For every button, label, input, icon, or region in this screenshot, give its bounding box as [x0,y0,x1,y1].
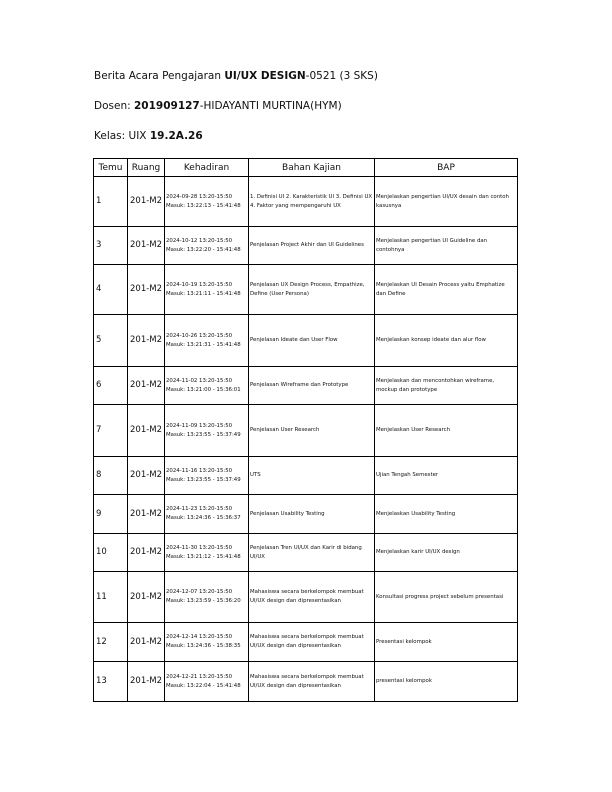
row-bap-cell: Menjelaskan pengertian UI/UX desain dan contoh kasusnya [375,177,518,227]
row-bahan-kajian-cell: Mahasiswa secara berkelompok membuat UI/UX design dan dipresentasikan [249,572,375,623]
row-kehadiran-cell: 2024-11-16 13:20-15:50 Masuk: 13:23:55 - 15:37:49 [165,457,249,495]
row-kehadiran-cell: 2024-10-12 13:20-15:50 Masuk: 13:22:20 - 15:41:48 [165,227,249,265]
table-row [94,405,518,457]
row-temu-cell: 13 [94,662,128,702]
row-kehadiran-cell: 2024-12-07 13:20-15:50 Masuk: 13:23:59 - 15:36:20 [165,572,249,623]
row-bap-cell: Menjelaskan Usability Testing [375,495,518,534]
row-kehadiran-cell: 2024-09-28 13:20-15:50 Masuk: 13:22:13 - 15:41:48 [165,177,249,227]
row-ruang-cell: 201-M2 [128,457,165,495]
row-bahan-kajian-cell: Penjelasan Ideate dan User Flow [249,315,375,367]
row-kehadiran-cell: 2024-12-21 13:20-15:50 Masuk: 13:22:04 - 15:41:48 [165,662,249,702]
row-bap-cell: Ujian Tengah Semester [375,457,518,495]
table-row [94,265,518,315]
row-ruang-cell: 201-M2 [128,572,165,623]
row-bap-cell: presentasi kelompok [375,662,518,702]
table-row [94,227,518,265]
col-header-ruang: Ruang [128,159,165,177]
row-temu-cell: 10 [94,534,128,572]
row-bap-cell: Presentasi kelompok [375,623,518,662]
lecturer-label: Dosen: [94,100,134,112]
row-ruang-cell: 201-M2 [128,227,165,265]
row-bahan-kajian-cell: Penjelasan Wireframe dan Prototype [249,367,375,405]
row-ruang-cell: 201-M2 [128,405,165,457]
row-bahan-kajian-cell: Penjelasan Tren UI/UX dan Karir di bidang UI/UX [249,534,375,572]
row-temu-cell: 6 [94,367,128,405]
row-bahan-kajian-cell: Penjelasan Usability Testing [249,495,375,534]
table-row [94,315,518,367]
row-temu-cell: 5 [94,315,128,367]
row-temu-cell: 3 [94,227,128,265]
class-code: 19.2A.26 [149,130,203,142]
col-header-bahan-kajian: Bahan Kajian [249,159,375,177]
row-kehadiran-cell: 2024-11-09 13:20-15:50 Masuk: 13:23:55 - 15:37:49 [165,405,249,457]
row-kehadiran-cell: 2024-10-26 13:20-15:50 Masuk: 13:21:31 - 15:41:48 [165,315,249,367]
row-bahan-kajian-cell: Penjelasan UX Design Process, Empathize, Define (User Persona) [249,265,375,315]
col-header-kehadiran: Kehadiran [165,159,249,177]
row-bap-cell: Menjelaskan konsep ideate dan alur flow [375,315,518,367]
row-temu-cell: 7 [94,405,128,457]
col-header-temu: Temu [94,159,128,177]
course-code: -0521 (3 SKS) [305,70,378,82]
row-temu-cell: 8 [94,457,128,495]
table-row [94,572,518,623]
row-kehadiran-cell: 2024-11-02 13:20-15:50 Masuk: 13:21:00 - 15:36:01 [165,367,249,405]
table-row [94,177,518,227]
row-bap-cell: Konsultasi progress project sebelum presentasi [375,572,518,623]
table-row [94,623,518,662]
row-bahan-kajian-cell: Mahasiswa secara berkelompok membuat UI/UX design dan dipresentasikan [249,662,375,702]
row-bap-cell: Menjelaskan dan mencontohkan wireframe, mockup dan prototype [375,367,518,405]
col-header-bap: BAP [375,159,518,177]
table-row [94,457,518,495]
row-bahan-kajian-cell: Penjelasan Project Akhir dan UI Guidelines [249,227,375,265]
row-ruang-cell: 201-M2 [128,315,165,367]
row-kehadiran-cell: 2024-12-14 13:20-15:50 Masuk: 13:24:36 - 15:38:35 [165,623,249,662]
course-name: UI/UX DESIGN [224,70,306,82]
row-ruang-cell: 201-M2 [128,662,165,702]
class-label: Kelas: UIX [94,130,150,142]
course-title [94,70,378,82]
row-bahan-kajian-cell: Mahasiswa secara berkelompok membuat UI/UX design dan dipresentasikan [249,623,375,662]
lecturer-line [94,100,342,112]
row-temu-cell: 11 [94,572,128,623]
row-bahan-kajian-cell: UTS [249,457,375,495]
row-kehadiran-cell: 2024-10-19 13:20-15:50 Masuk: 13:21:11 - 15:41:48 [165,265,249,315]
row-bap-cell: Menjelaskan pengertian UI Guideline dan contohnya [375,227,518,265]
row-bahan-kajian-cell: 1. Definisi UI 2. Karakteristik UI 3. Definisi UX 4. Faktor yang mempengaruhi UX [249,177,375,227]
row-ruang-cell: 201-M2 [128,177,165,227]
row-bap-cell: Menjelaskan karir UI/UX design [375,534,518,572]
row-ruang-cell: 201-M2 [128,495,165,534]
table-row [94,367,518,405]
course-title-prefix: Berita Acara Pengajaran [94,70,225,82]
class-line [94,130,203,142]
row-bap-cell: Menjelaskan UI Desain Process yaitu Emphatize dan Define [375,265,518,315]
lecturer-id: 201909127 [133,100,200,112]
row-ruang-cell: 201-M2 [128,265,165,315]
table-row [94,662,518,702]
row-temu-cell: 4 [94,265,128,315]
row-kehadiran-cell: 2024-11-23 13:20-15:50 Masuk: 13:24:36 - 15:36:37 [165,495,249,534]
row-ruang-cell: 201-M2 [128,534,165,572]
table-row [94,534,518,572]
row-bap-cell: Menjelaskan User Research [375,405,518,457]
row-bahan-kajian-cell: Penjelasan User Research [249,405,375,457]
row-temu-cell: 9 [94,495,128,534]
row-temu-cell: 12 [94,623,128,662]
row-ruang-cell: 201-M2 [128,367,165,405]
table-row [94,495,518,534]
lecturer-name: -HIDAYANTI MURTINA(HYM) [199,100,342,112]
row-temu-cell: 1 [94,177,128,227]
row-kehadiran-cell: 2024-11-30 13:20-15:50 Masuk: 13:21:12 - 15:41:48 [165,534,249,572]
row-ruang-cell: 201-M2 [128,623,165,662]
teaching-record-table [93,158,518,702]
table-header-row [94,159,518,177]
